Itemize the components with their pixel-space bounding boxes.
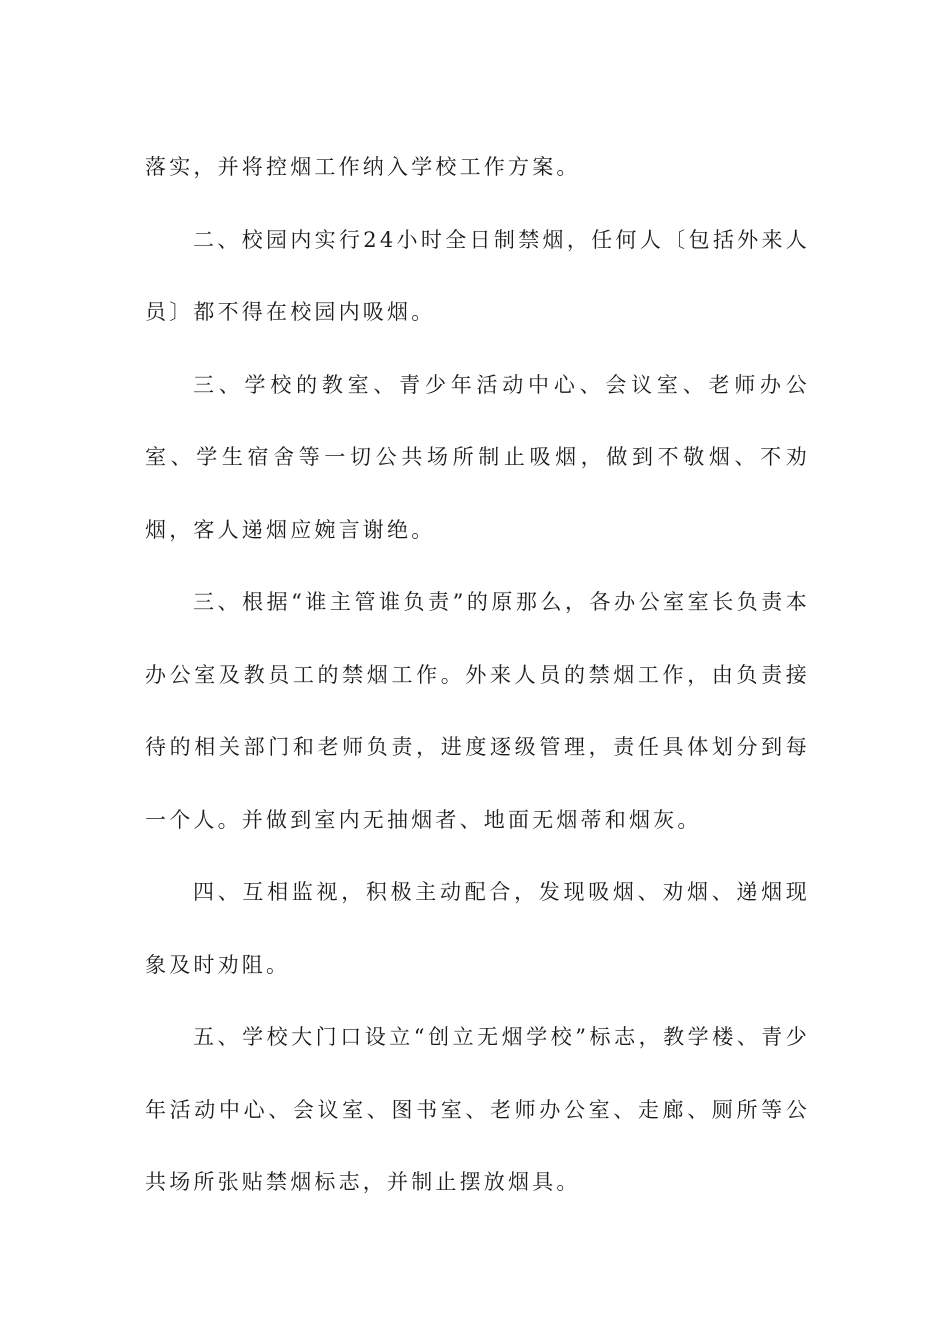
paragraph-item-2: 二、校园内实行24小时全日制禁烟，任何人〔包括外来人员〕都不得在校园内吸烟。 [145, 227, 810, 324]
paragraph-continuation: 落实，并将控烟工作纳入学校工作方案。 [145, 155, 581, 179]
document-body [145, 131, 810, 1219]
paragraph-item-3b: 三、根据“谁主管谁负责”的原那么，各办公室室长负责本办公室及教员工的禁烟工作。外来人员的禁烟工作，由负责接待的相关部门和老师负责，进度逐级管理，责任具体划分到每一个人。并做到室内无抽烟者、地面无烟蒂和烟灰。 [145, 590, 810, 832]
paragraph-item-3a: 三、学校的教室、青少年活动中心、会议室、老师办公室、学生宿舍等一切公共场所制止吸烟，做到不敬烟、不劝烟，客人递烟应婉言谢绝。 [145, 372, 810, 542]
paragraph-item-5: 五、学校大门口设立“创立无烟学校”标志，教学楼、青少年活动中心、会议室、图书室、老师办公室、走廊、厕所等公共场所张贴禁烟标志，并制止摆放烟具。 [145, 1025, 810, 1194]
paragraph-item-4: 四、互相监视，积极主动配合，发现吸烟、劝烟、递烟现象及时劝阻。 [145, 880, 810, 977]
